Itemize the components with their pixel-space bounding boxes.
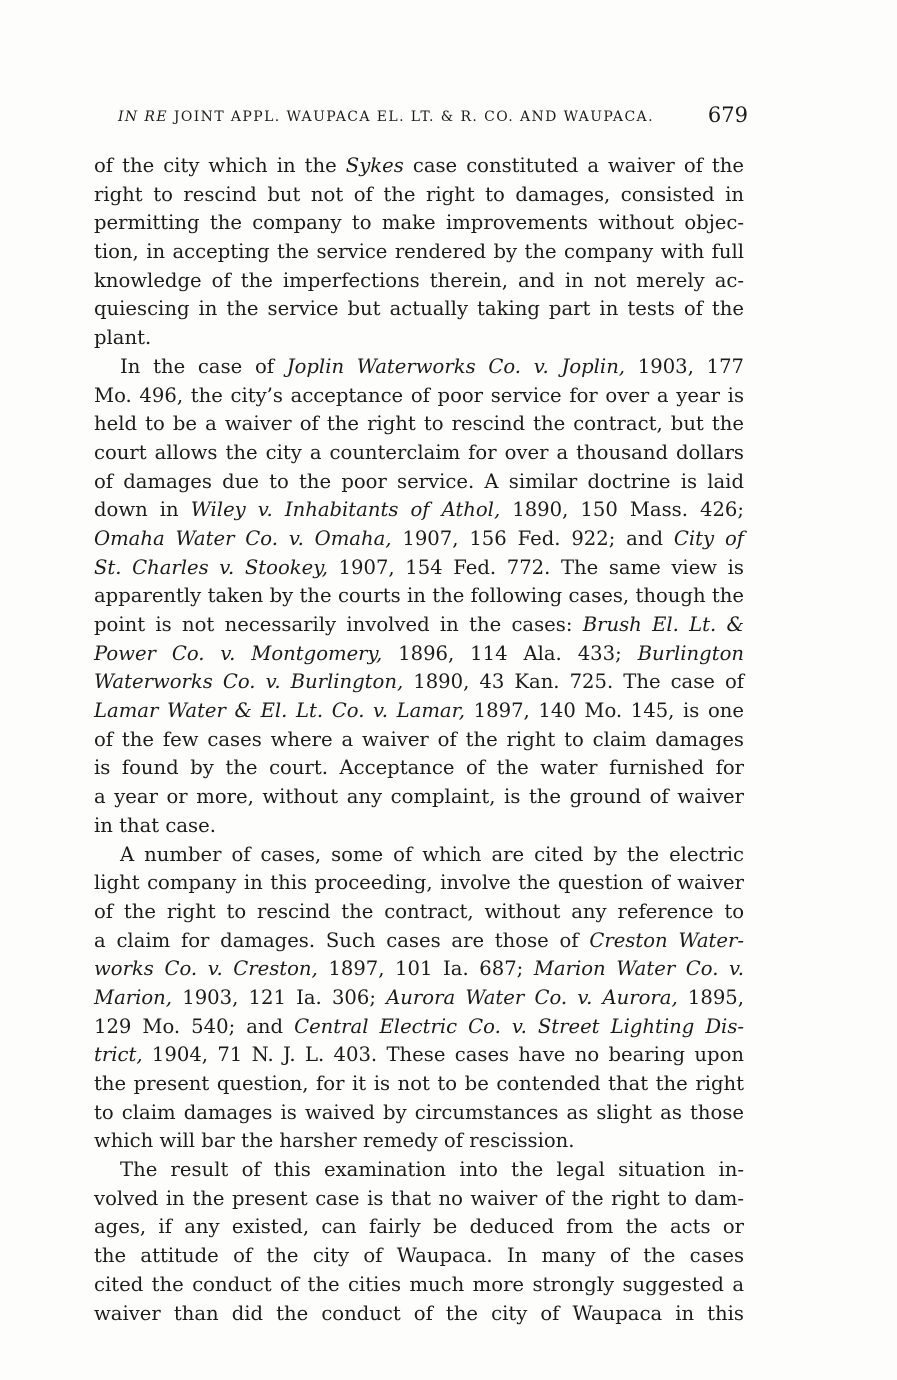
text-run: The result of this examination into the legal situation in-: [120, 1158, 744, 1182]
text-run: point is not necessarily involved in the cases:: [94, 613, 583, 636]
text-line: [94, 812, 744, 841]
text-line: [94, 209, 744, 238]
italic-citation: Waterworks Co. v. Burlington,: [94, 670, 404, 694]
text-line: [94, 439, 744, 468]
text-run: 1890, 150 Mass. 426;: [500, 498, 744, 522]
text-run: case constituted a waiver of the: [403, 154, 744, 177]
text-line: [94, 1013, 744, 1042]
italic-citation: trict,: [94, 1043, 143, 1067]
text-run: 1890, 43 Kan. 725. The case of: [403, 670, 744, 694]
text-line: [94, 353, 744, 382]
italic-citation: Creston Water-: [589, 928, 744, 952]
text-run: 1897, 101 Ia. 687;: [317, 957, 534, 981]
italic-citation: Wiley v. Inhabitants of Athol,: [190, 498, 501, 522]
text-run: In the case of: [120, 354, 287, 378]
text-line: [94, 927, 744, 956]
text-line: [94, 267, 744, 296]
text-line: [94, 869, 744, 898]
italic-citation: Aurora Water Co. v. Aurora,: [386, 985, 678, 1009]
text-run: volved in the present case is that no waiver of the right to dam-: [94, 1186, 744, 1210]
text-run: which will bar the harsher remedy of rescission.: [94, 1129, 575, 1153]
italic-citation: City of: [673, 526, 744, 550]
text-line: [94, 238, 744, 267]
italic-citation: Joplin Waterworks Co. v. Joplin,: [286, 354, 626, 378]
text-run: permitting the company to make improvements without objec-: [94, 211, 744, 235]
text-line: [94, 1041, 744, 1070]
italic-citation: Brush El. Lt. &: [582, 613, 744, 636]
text-line: [94, 783, 744, 812]
text-line: [94, 525, 744, 554]
text-line: [94, 898, 744, 927]
text-line: [94, 1300, 744, 1329]
text-run: of the city which in the: [94, 154, 346, 177]
text-run: right to rescind but not of the right to damages, consisted in: [94, 182, 744, 206]
text-run: of damages due to the poor service. A similar doctrine is laid: [94, 469, 744, 493]
text-line: [94, 1185, 744, 1214]
text-run: ages, if any existed, can fairly be deduced from the acts or: [94, 1215, 744, 1239]
body-text: [94, 152, 744, 1328]
text-line: [94, 152, 744, 181]
text-run: in that case.: [94, 813, 216, 837]
text-run: a year or more, without any complaint, is the ground of waiver: [94, 785, 744, 809]
text-line: [94, 1070, 744, 1099]
running-head-title: [118, 109, 654, 125]
text-line: [94, 554, 744, 583]
text-run: cited the conduct of the cities much more strongly suggested a: [94, 1272, 744, 1296]
text-run: is found by the court. Acceptance of the water furnished for: [94, 756, 744, 780]
text-run: 1907, 154 Fed. 772. The same view is: [327, 555, 744, 579]
case-title: JOINT APPL. WAUPACA EL. LT. & R. CO. AND WAUPACA.: [173, 109, 654, 125]
text-run: 1896, 114 Ala. 433;: [382, 641, 638, 665]
text-line: [94, 1127, 744, 1156]
text-run: tion, in accepting the service rendered by the company with full: [94, 240, 744, 264]
text-run: knowledge of the imperfections therein, and in not merely ac-: [94, 268, 744, 292]
text-run: 1904, 71 N. J. L. 403. These cases have no bearing upon: [142, 1043, 744, 1067]
italic-citation: Marion,: [94, 985, 173, 1009]
text-line: [94, 955, 744, 984]
running-head: [118, 103, 748, 131]
text-line: [94, 1271, 744, 1300]
italic-citation: Marion Water Co. v.: [533, 957, 744, 981]
text-line: [94, 841, 744, 870]
text-line: [94, 984, 744, 1013]
text-line: [94, 496, 744, 525]
italic-citation: Omaha Water Co. v. Omaha,: [94, 526, 392, 550]
italic-citation: St. Charles v. Stookey,: [94, 555, 328, 579]
text-run: quiescing in the service but actually taking part in tests of the: [94, 297, 744, 321]
text-line: [94, 1213, 744, 1242]
italic-citation: works Co. v. Creston,: [94, 957, 318, 981]
text-run: light company in this proceeding, involve the question of waiver: [94, 871, 744, 895]
text-line: [94, 726, 744, 755]
italic-citation: Sykes: [345, 154, 404, 177]
italic-citation: Power Co. v. Montgomery,: [94, 641, 383, 665]
text-line: [94, 181, 744, 210]
italic-citation: Central Electric Co. v. Street Lighting Dis-: [294, 1014, 744, 1038]
text-run: 1897, 140 Mo. 145, is one: [465, 699, 744, 723]
text-line: [94, 697, 744, 726]
text-run: 1907, 156 Fed. 922; and: [391, 526, 674, 550]
text-line: [94, 1242, 744, 1271]
text-run: down in: [94, 498, 191, 522]
text-line: [94, 1099, 744, 1128]
text-run: of the right to rescind the contract, without any reference to: [94, 899, 744, 923]
italic-citation: Burlington: [637, 641, 744, 665]
text-run: a claim for damages. Such cases are those of: [94, 928, 590, 952]
case-prefix: IN RE: [118, 109, 168, 125]
text-run: court allows the city a counterclaim for over a thousand dollars: [94, 440, 744, 464]
text-run: held to be a waiver of the right to rescind the contract, but the: [94, 412, 744, 436]
text-line: [94, 611, 744, 640]
page-number: 679: [707, 103, 748, 127]
text-line: [94, 295, 744, 324]
text-run: Mo. 496, the city’s acceptance of poor service for over a year is: [94, 383, 744, 407]
text-run: of the few cases where a waiver of the right to claim damages: [94, 727, 744, 751]
text-run: waiver than did the conduct of the city of Waupaca in this: [94, 1301, 744, 1325]
italic-citation: Lamar Water & El. Lt. Co. v. Lamar,: [94, 699, 466, 723]
text-line: [94, 754, 744, 783]
text-run: the present question, for it is not to be contended that the right: [94, 1072, 744, 1095]
text-line: [94, 640, 744, 669]
text-line: [94, 410, 744, 439]
text-line: [94, 582, 744, 611]
text-run: 1895,: [677, 985, 744, 1009]
text-line: [94, 1156, 744, 1185]
text-run: 1903, 121 Ia. 306;: [172, 985, 387, 1009]
text-run: 1903, 177: [625, 354, 745, 378]
text-run: apparently taken by the courts in the following cases, though the: [94, 584, 744, 608]
text-run: A number of cases, some of which are cited by the electric: [120, 842, 744, 866]
text-run: to claim damages is waived by circumstances as slight as those: [94, 1100, 744, 1124]
text-run: 129 Mo. 540; and: [94, 1014, 295, 1038]
text-run: plant.: [94, 326, 152, 350]
text-line: [94, 324, 744, 353]
text-line: [94, 468, 744, 497]
text-line: [94, 382, 744, 411]
text-line: [94, 668, 744, 697]
text-run: the attitude of the city of Waupaca. In many of the cases: [94, 1244, 744, 1268]
